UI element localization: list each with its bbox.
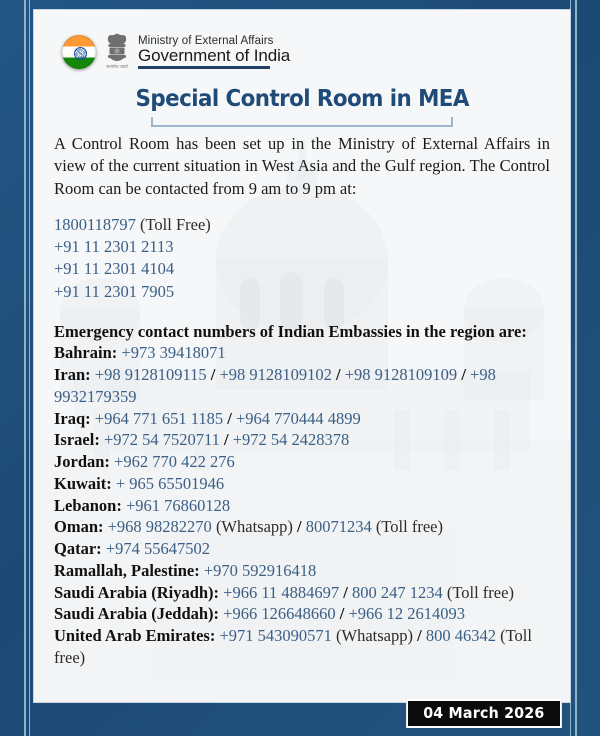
- phone-number: 800 247 1234: [347, 582, 447, 602]
- control-room-number: [54, 281, 556, 303]
- number-separator: /: [227, 408, 232, 428]
- phone-number-note: (Whatsapp): [336, 626, 413, 646]
- title-underline-bracket: [151, 117, 453, 127]
- embassy-country-label: Israel:: [54, 430, 100, 450]
- embassy-contact-row: [54, 560, 550, 582]
- frame-line-left-inner: [29, 0, 30, 736]
- embassy-country-label: Oman:: [54, 517, 104, 537]
- embassy-country-label: Iran:: [54, 365, 91, 385]
- number-separator: /: [339, 604, 345, 624]
- embassy-contact-row: [54, 582, 550, 604]
- intro-paragraph: A Control Room has been set up in the Ministry of External Affairs in view of the current situation in West Asia and the Gulf region. The Control Room can be contacted from 9 am to 9 pm at:: [54, 134, 550, 198]
- phone-number: +972 54 7520711: [103, 430, 225, 450]
- embassy-phone-numbers: [54, 365, 496, 406]
- embassy-phone-numbers: [108, 517, 443, 536]
- phone-number-note: (Toll Free): [135, 214, 211, 234]
- phone-number-note: (Toll free): [446, 582, 514, 602]
- embassy-contact-row: [54, 516, 550, 538]
- control-room-number: [54, 214, 556, 236]
- embassy-contact-list: [54, 342, 550, 668]
- phone-number: 1800118797: [54, 214, 136, 234]
- embassy-phone-numbers: [121, 343, 225, 362]
- emblem-motto: सत्यमेव जयते: [106, 65, 128, 70]
- embassy-country-label: Jordan:: [54, 452, 110, 472]
- embassy-phone-numbers: [126, 496, 230, 515]
- embassy-country-label: Bahrain:: [54, 343, 118, 363]
- phone-number-note: (Toll free): [375, 517, 443, 537]
- number-separator: /: [297, 517, 302, 537]
- embassy-phone-numbers: [223, 604, 465, 623]
- number-separator: /: [343, 582, 348, 602]
- embassy-country-label: Qatar:: [54, 539, 102, 559]
- ashoka-lion-capital-emblem-icon: [104, 32, 130, 72]
- phone-number: +966 12 2614093: [344, 604, 466, 624]
- phone-number: +98 9128109115: [94, 365, 211, 385]
- embassy-phone-numbers: [204, 561, 316, 580]
- number-separator: /: [336, 365, 341, 385]
- embassy-contact-row: [54, 538, 550, 560]
- embassy-contact-row: [54, 364, 550, 408]
- content-card: [34, 10, 570, 702]
- ministry-logo: [48, 10, 556, 76]
- title-block: [48, 86, 556, 127]
- government-name: Government of India: [138, 45, 291, 65]
- embassy-contact-row: [54, 473, 550, 495]
- embassy-country-label: Saudi Arabia (Riyadh):: [54, 582, 220, 602]
- frame-line-right: [575, 0, 577, 736]
- embassy-heading: Emergency contact numbers of Indian Embassies in the region are:: [54, 321, 527, 341]
- embassy-contact-row: [54, 603, 550, 625]
- phone-number: +962 770 422 276: [114, 452, 235, 472]
- control-room-number: [54, 258, 556, 280]
- phone-number: +91 11 2301 7905: [54, 281, 175, 301]
- phone-number: +968 98282270: [107, 517, 216, 537]
- embassy-contacts-section: [54, 321, 550, 669]
- phone-number: +964 771 651 1185: [94, 408, 228, 428]
- phone-number-note: (Toll free): [54, 626, 532, 668]
- phone-number: +971 543090571: [219, 626, 337, 646]
- phone-number: +961 76860128: [125, 495, 231, 515]
- frame-line-left: [24, 0, 26, 736]
- embassy-country-label: Iraq:: [54, 408, 91, 428]
- logo-underline: [138, 66, 270, 69]
- phone-number: +970 592916418: [203, 560, 317, 580]
- embassy-country-label: Saudi Arabia (Jeddah):: [54, 604, 220, 624]
- embassy-contact-row: [54, 342, 550, 364]
- phone-number: +966 126648660: [223, 604, 340, 624]
- phone-number-note: (Whatsapp): [215, 517, 293, 537]
- ministry-name: Ministry of External Affairs: [138, 34, 274, 47]
- number-separator: /: [417, 626, 422, 646]
- embassy-contact-row: [54, 451, 550, 473]
- phone-number: +91 11 2301 4104: [54, 259, 175, 279]
- frame-line-right-inner: [570, 0, 571, 736]
- embassy-phone-numbers: [223, 583, 514, 602]
- phone-number: + 965 65501946: [115, 473, 225, 493]
- phone-number: +98 9128109109: [340, 365, 462, 385]
- number-separator: /: [224, 430, 229, 450]
- phone-number: +98 9128109102: [215, 365, 337, 385]
- embassy-country-label: Lebanon:: [54, 495, 122, 515]
- phone-number: +972 54 2428378: [228, 430, 350, 450]
- number-separator: /: [210, 365, 216, 385]
- phone-number: +964 770444 4899: [231, 408, 361, 428]
- embassy-country-label: Ramallah, Palestine:: [54, 560, 200, 580]
- control-room-number-list: [54, 214, 556, 303]
- embassy-country-label: Kuwait:: [54, 473, 112, 493]
- phone-number: +91 11 2301 2113: [54, 237, 174, 257]
- embassy-contact-row: [54, 429, 550, 451]
- phone-number: +966 11 4884697: [223, 582, 344, 602]
- phone-number: +974 55647502: [105, 539, 210, 559]
- phone-number: +98 9932179359: [54, 365, 496, 406]
- embassy-contact-row: [54, 495, 550, 517]
- embassy-phone-numbers: [95, 409, 361, 428]
- control-room-number: [54, 236, 556, 258]
- poster-footer: [0, 702, 600, 736]
- india-flag-roundel-icon: [62, 35, 96, 69]
- number-separator: /: [461, 365, 466, 385]
- phone-number: +973 39418071: [121, 343, 226, 363]
- embassy-contact-row: [54, 625, 550, 669]
- embassy-phone-numbers: [104, 430, 349, 449]
- page-title: Special Control Room in MEA: [135, 86, 469, 112]
- embassy-phone-numbers: [114, 452, 235, 471]
- embassy-contact-row: [54, 408, 550, 430]
- embassy-phone-numbers: [116, 474, 224, 493]
- embassy-phone-numbers: [106, 539, 210, 558]
- phone-number: 800 46342: [421, 626, 501, 646]
- date-badge: 04 March 2026: [406, 699, 562, 728]
- embassy-country-label: United Arab Emirates:: [54, 626, 216, 646]
- phone-number: 80071234: [301, 517, 376, 537]
